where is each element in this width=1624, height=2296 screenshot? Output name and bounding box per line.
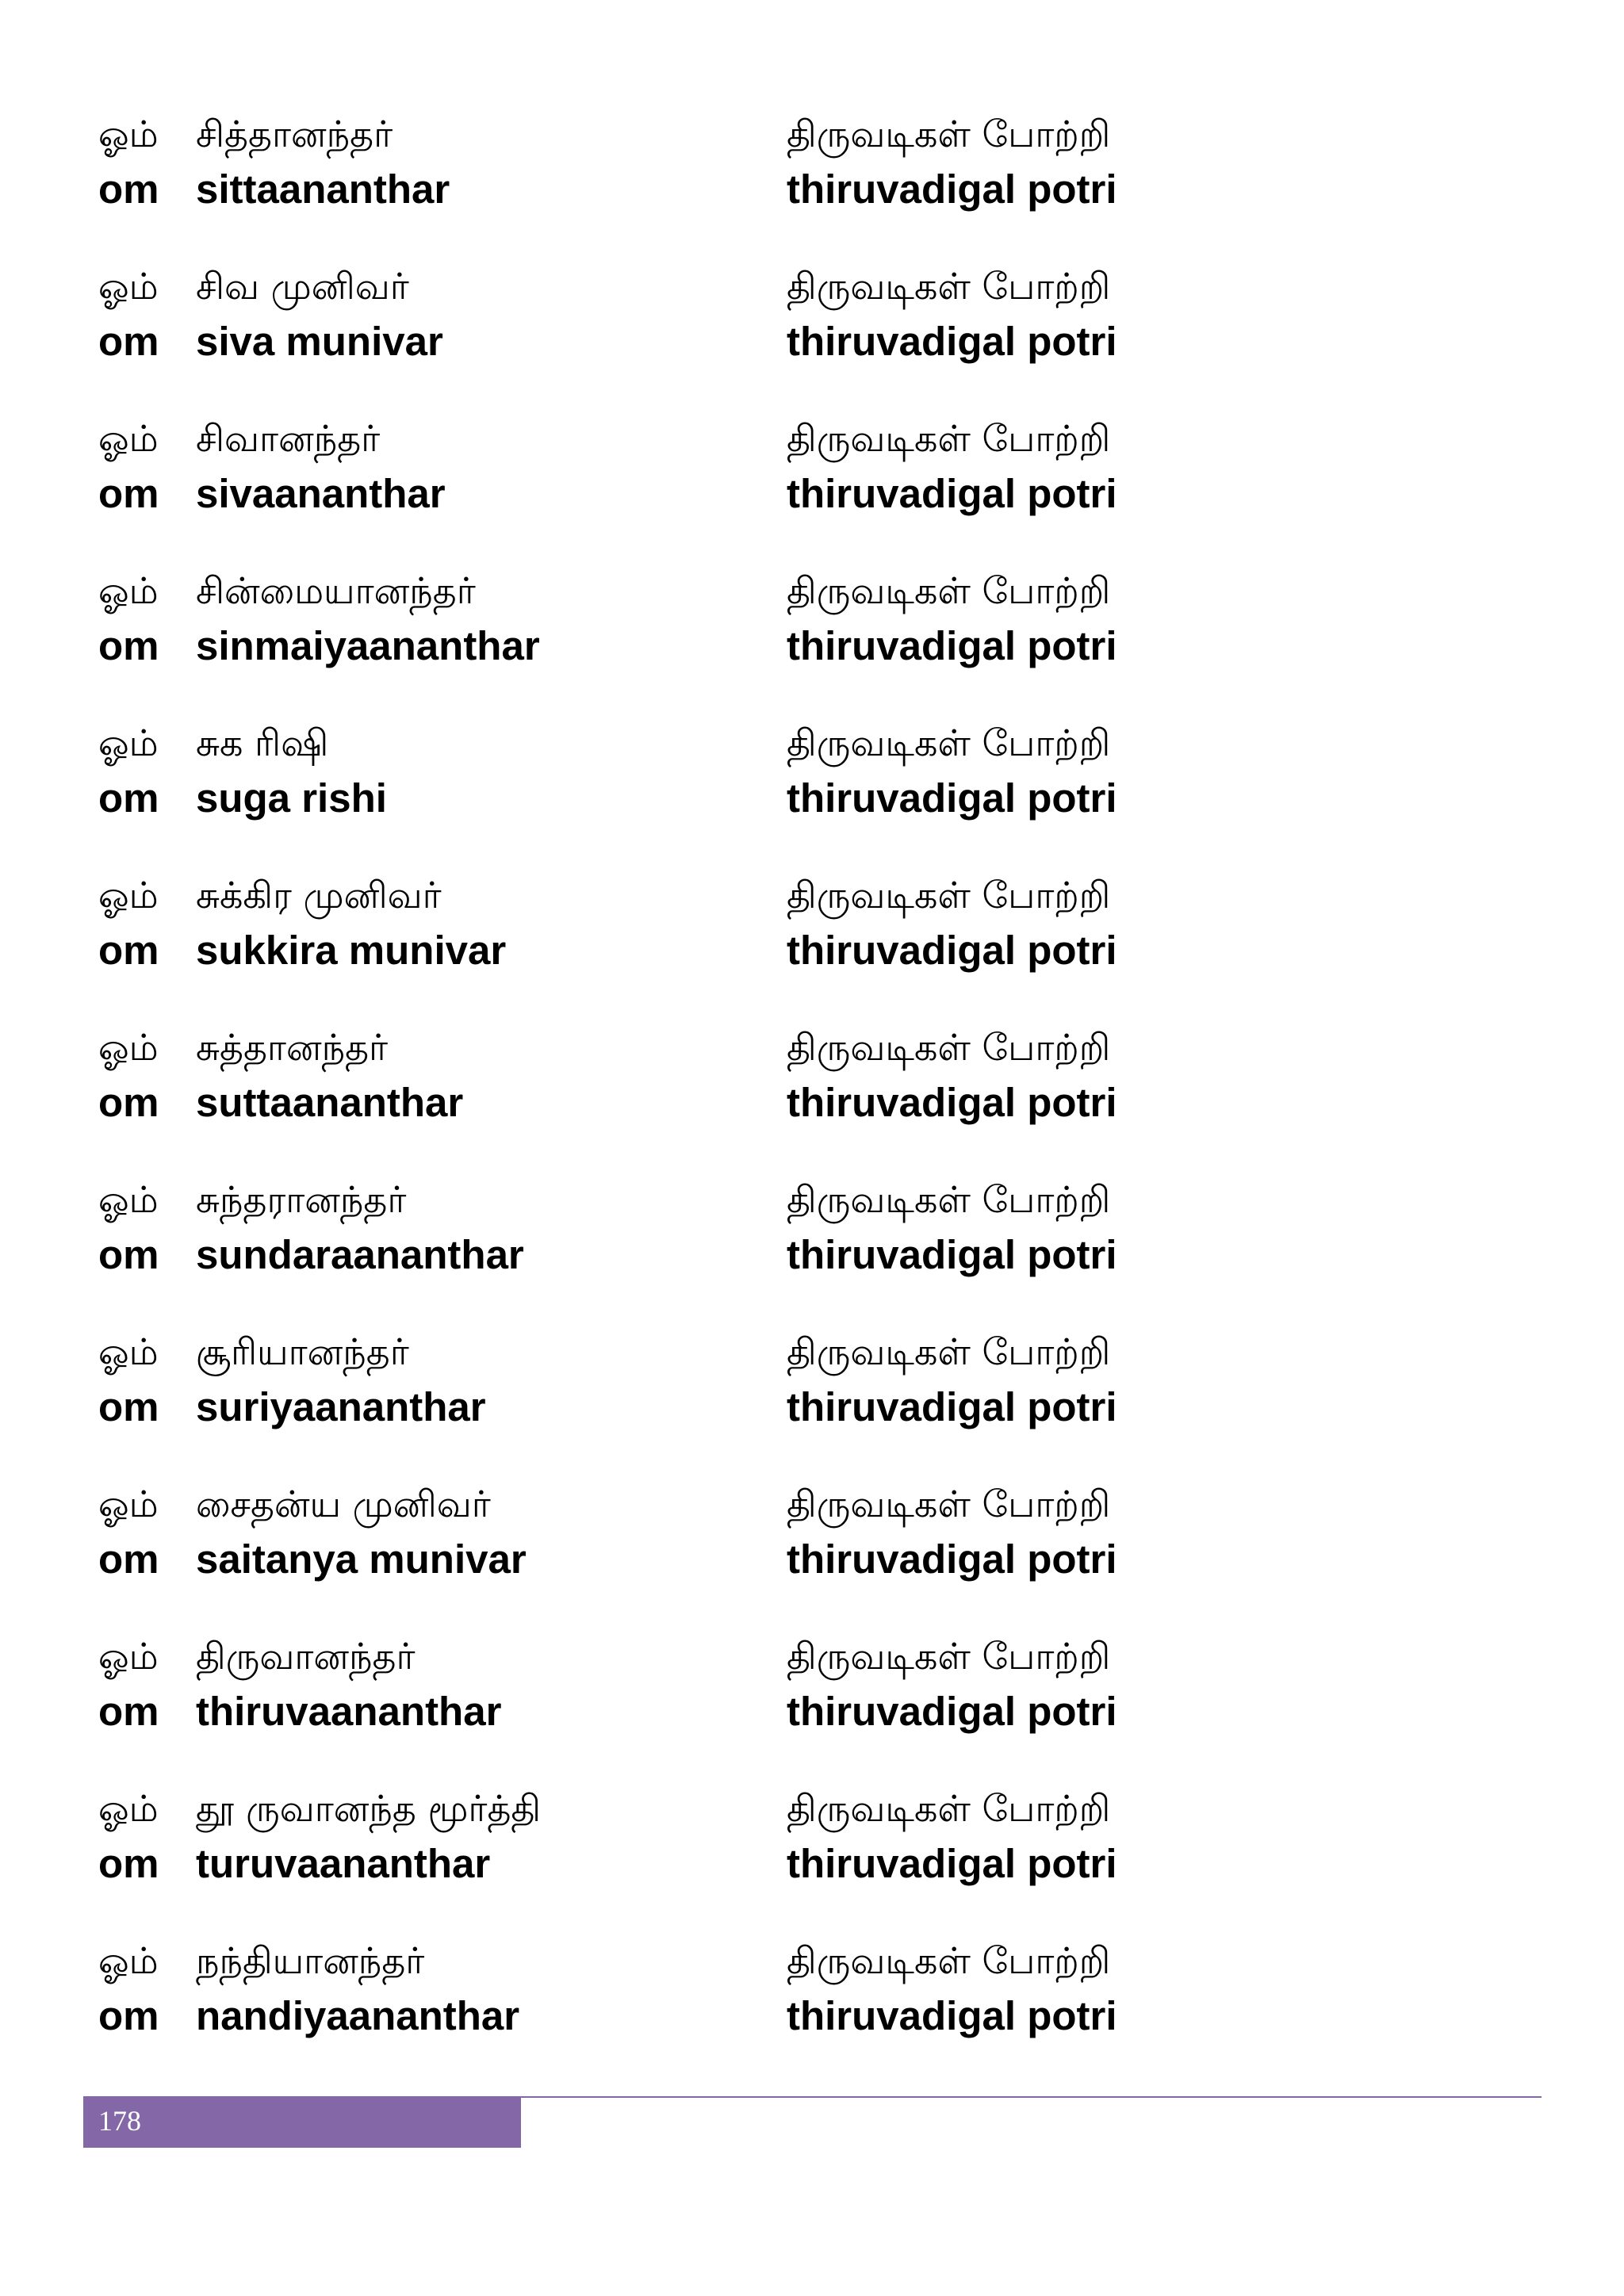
transliteration-line bbox=[0, 618, 1624, 674]
latin-name: sukkira munivar bbox=[196, 928, 507, 973]
mantra-entry-8 bbox=[0, 1172, 1624, 1324]
tamil-name: திருவானந்தர் bbox=[196, 1635, 416, 1678]
mantra-entry-3 bbox=[0, 411, 1624, 563]
tamil-om: ஓம் bbox=[98, 1939, 159, 1982]
latin-suffix: thiruvadigal potri bbox=[787, 623, 1117, 668]
tamil-name: சுந்தரானந்தர் bbox=[196, 1178, 407, 1221]
tamil-suffix: திருவடிகள் போற்றி bbox=[787, 1483, 1111, 1525]
tamil-suffix: திருவடிகள் போற்றி bbox=[787, 569, 1111, 612]
mantra-entry-10 bbox=[0, 1476, 1624, 1628]
tamil-om: ஓம் bbox=[98, 569, 159, 612]
tamil-line bbox=[0, 563, 1624, 618]
latin-name: sinmaiyaananthar bbox=[196, 623, 540, 668]
latin-om: om bbox=[98, 1993, 159, 2038]
latin-name: thiruvaananthar bbox=[196, 1689, 502, 1734]
latin-suffix: thiruvadigal potri bbox=[787, 319, 1117, 364]
tamil-line bbox=[0, 1628, 1624, 1684]
tamil-name: சுக்கிர முனிவர் bbox=[196, 874, 442, 916]
latin-name: sundaraananthar bbox=[196, 1232, 524, 1277]
tamil-line bbox=[0, 715, 1624, 771]
transliteration-line bbox=[0, 1684, 1624, 1739]
latin-om: om bbox=[98, 1080, 159, 1125]
tamil-name: தூ ருவானந்த மூர்த்தி bbox=[196, 1787, 542, 1830]
latin-name: turuvaananthar bbox=[196, 1841, 491, 1886]
tamil-suffix: திருவடிகள் போற்றி bbox=[787, 1330, 1111, 1373]
transliteration-line bbox=[0, 1836, 1624, 1892]
tamil-om: ஓம் bbox=[98, 1787, 159, 1830]
latin-suffix: thiruvadigal potri bbox=[787, 775, 1117, 821]
latin-suffix: thiruvadigal potri bbox=[787, 1689, 1117, 1734]
tamil-name: சின்மையானந்தர் bbox=[196, 569, 476, 612]
transliteration-line bbox=[0, 923, 1624, 978]
latin-suffix: thiruvadigal potri bbox=[787, 1993, 1117, 2038]
latin-name: suttaananthar bbox=[196, 1080, 464, 1125]
tamil-line bbox=[0, 1933, 1624, 1988]
tamil-suffix: திருவடிகள் போற்றி bbox=[787, 113, 1111, 155]
tamil-suffix: திருவடிகள் போற்றி bbox=[787, 874, 1111, 916]
tamil-om: ஓம் bbox=[98, 721, 159, 764]
latin-om: om bbox=[98, 928, 159, 973]
mantra-entry-7 bbox=[0, 1020, 1624, 1172]
tamil-suffix: திருவடிகள் போற்றி bbox=[787, 1939, 1111, 1982]
tamil-name: சிவானந்தர் bbox=[196, 417, 381, 460]
mantra-entry-9 bbox=[0, 1324, 1624, 1476]
tamil-line bbox=[0, 106, 1624, 162]
tamil-suffix: திருவடிகள் போற்றி bbox=[787, 265, 1111, 308]
latin-om: om bbox=[98, 1384, 159, 1429]
tamil-suffix: திருவடிகள் போற்றி bbox=[787, 1178, 1111, 1221]
transliteration-line bbox=[0, 1075, 1624, 1131]
latin-suffix: thiruvadigal potri bbox=[787, 471, 1117, 516]
mantra-entry-6 bbox=[0, 867, 1624, 1020]
footer-tab bbox=[83, 2098, 521, 2148]
tamil-suffix: திருவடிகள் போற்றி bbox=[787, 1787, 1111, 1830]
tamil-line bbox=[0, 1020, 1624, 1075]
latin-om: om bbox=[98, 775, 159, 821]
latin-om: om bbox=[98, 1689, 159, 1734]
latin-name: sittaananthar bbox=[196, 166, 450, 212]
tamil-om: ஓம் bbox=[98, 1635, 159, 1678]
latin-name: suriyaananthar bbox=[196, 1384, 486, 1429]
transliteration-line bbox=[0, 162, 1624, 217]
mantra-entry-12 bbox=[0, 1781, 1624, 1933]
page-number: 178 bbox=[98, 2105, 141, 2137]
latin-om: om bbox=[98, 1536, 159, 1582]
tamil-line bbox=[0, 1172, 1624, 1227]
tamil-suffix: திருவடிகள் போற்றி bbox=[787, 1635, 1111, 1678]
mantra-entry-5 bbox=[0, 715, 1624, 867]
latin-om: om bbox=[98, 319, 159, 364]
tamil-line bbox=[0, 1781, 1624, 1836]
tamil-suffix: திருவடிகள் போற்றி bbox=[787, 1026, 1111, 1069]
tamil-name: சைதன்ய முனிவர் bbox=[196, 1483, 491, 1525]
tamil-suffix: திருவடிகள் போற்றி bbox=[787, 721, 1111, 764]
tamil-om: ஓம் bbox=[98, 113, 159, 155]
mantra-entry-2 bbox=[0, 258, 1624, 411]
latin-om: om bbox=[98, 623, 159, 668]
tamil-om: ஓம் bbox=[98, 1483, 159, 1525]
transliteration-line bbox=[0, 314, 1624, 369]
tamil-om: ஓம் bbox=[98, 1026, 159, 1069]
tamil-line bbox=[0, 1324, 1624, 1380]
mantra-entry-1 bbox=[0, 106, 1624, 258]
latin-suffix: thiruvadigal potri bbox=[787, 1232, 1117, 1277]
tamil-line bbox=[0, 1476, 1624, 1532]
latin-suffix: thiruvadigal potri bbox=[787, 1536, 1117, 1582]
tamil-name: சுத்தானந்தர் bbox=[196, 1026, 389, 1069]
transliteration-line bbox=[0, 466, 1624, 522]
transliteration-line bbox=[0, 1988, 1624, 2044]
tamil-name: சுக ரிஷி bbox=[196, 721, 329, 764]
latin-om: om bbox=[98, 471, 159, 516]
tamil-om: ஓம் bbox=[98, 417, 159, 460]
tamil-line bbox=[0, 867, 1624, 923]
transliteration-line bbox=[0, 1227, 1624, 1283]
mantra-entry-13 bbox=[0, 1933, 1624, 2085]
latin-suffix: thiruvadigal potri bbox=[787, 166, 1117, 212]
latin-name: saitanya munivar bbox=[196, 1536, 527, 1582]
tamil-om: ஓம் bbox=[98, 874, 159, 916]
transliteration-line bbox=[0, 771, 1624, 826]
tamil-suffix: திருவடிகள் போற்றி bbox=[787, 417, 1111, 460]
transliteration-line bbox=[0, 1532, 1624, 1587]
latin-name: nandiyaananthar bbox=[196, 1993, 520, 2038]
tamil-om: ஓம் bbox=[98, 265, 159, 308]
latin-suffix: thiruvadigal potri bbox=[787, 1384, 1117, 1429]
tamil-om: ஓம் bbox=[98, 1330, 159, 1373]
mantra-entry-11 bbox=[0, 1628, 1624, 1781]
latin-name: suga rishi bbox=[196, 775, 387, 821]
transliteration-line bbox=[0, 1380, 1624, 1435]
tamil-line bbox=[0, 258, 1624, 314]
latin-suffix: thiruvadigal potri bbox=[787, 928, 1117, 973]
tamil-name: நந்தியானந்தர் bbox=[196, 1939, 425, 1982]
latin-om: om bbox=[98, 1841, 159, 1886]
tamil-om: ஓம் bbox=[98, 1178, 159, 1221]
tamil-name: சித்தானந்தர் bbox=[196, 113, 393, 155]
latin-suffix: thiruvadigal potri bbox=[787, 1080, 1117, 1125]
latin-name: sivaananthar bbox=[196, 471, 446, 516]
latin-name: siva munivar bbox=[196, 319, 443, 364]
mantra-entry-4 bbox=[0, 563, 1624, 715]
tamil-name: சிவ முனிவர் bbox=[196, 265, 409, 308]
tamil-name: சூரியானந்தர் bbox=[196, 1330, 409, 1373]
latin-suffix: thiruvadigal potri bbox=[787, 1841, 1117, 1886]
latin-om: om bbox=[98, 1232, 159, 1277]
tamil-line bbox=[0, 411, 1624, 466]
latin-om: om bbox=[98, 166, 159, 212]
